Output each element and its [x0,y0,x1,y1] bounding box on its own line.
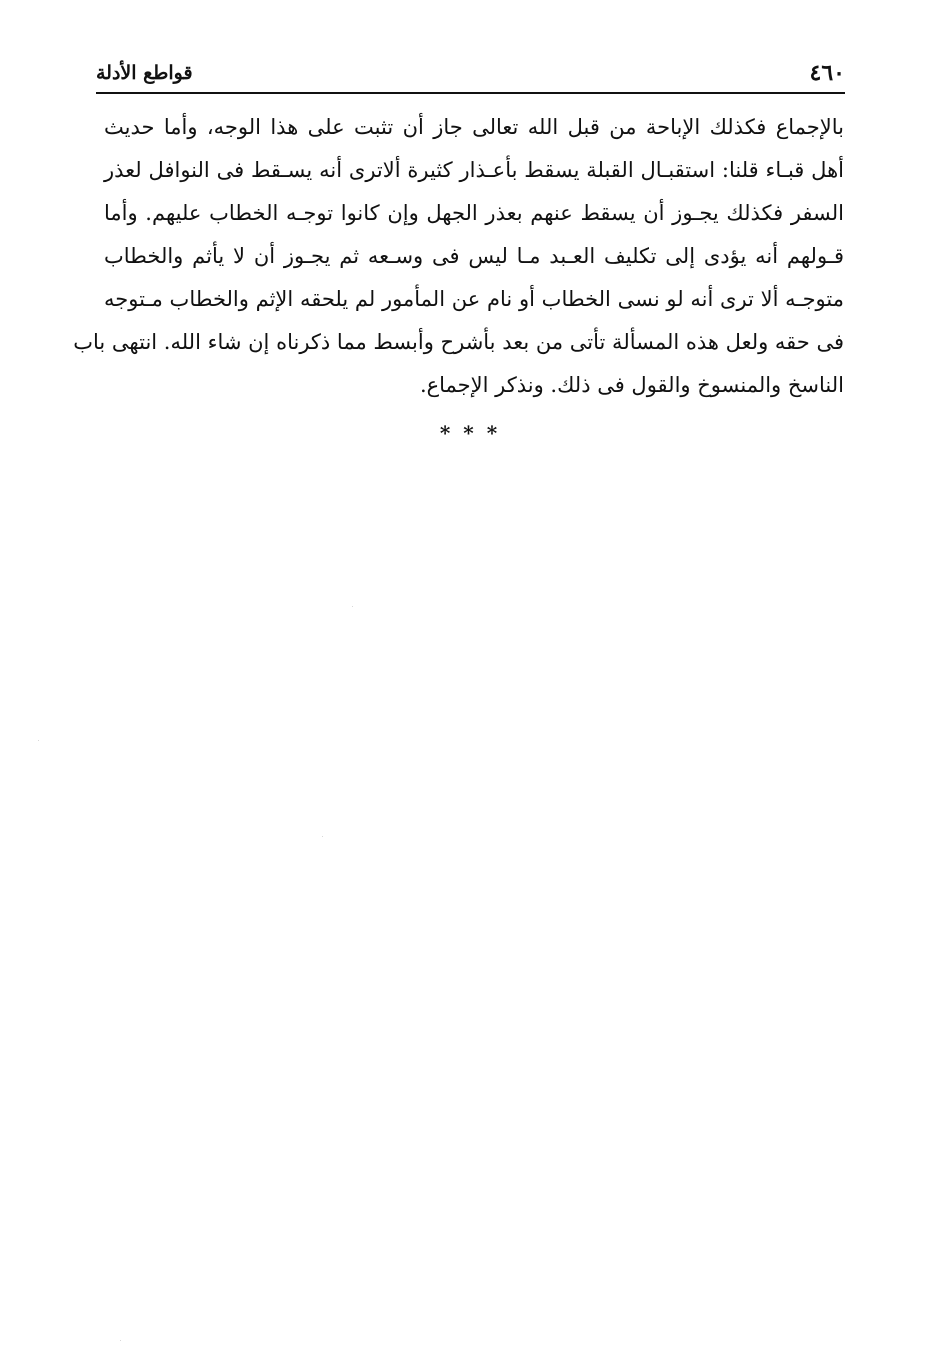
scan-speck [322,836,323,837]
text-line: الناسخ والمنسوخ والقول فى ذلك. ونذكر الإجماع. [419,373,844,397]
section-separator: * * * [439,421,501,445]
page-number: ٤٦٠ [809,60,845,86]
scan-speck [352,606,353,607]
book-title: قواطع الأدلة [96,62,193,84]
body-paragraph [73,106,844,407]
text-line: بالإجماع فكذلك الإباحة من قبل الله تعالى جاز أن تثبت على هذا الوجه، وأما حديث [104,115,844,139]
text-line: فى حقه ولعل هذه المسألة تأتى من بعد بأشرح وأبسط مما ذكرناه إن شاء الله. انتهى باب [73,330,844,354]
scan-speck [38,740,39,741]
text-line: قـولهم أنه يؤدى إلى تكليف العـبد مـا ليس فى وسـعه ثم يجـوز أن لا يأثم والخطاب [104,244,844,268]
text-line: السفر فكذلك يجـوز أن يسقط عنهم بعذر الجهل وإن كانوا توجـه الخطاب عليهم. وأما [104,201,844,225]
running-header [96,58,845,92]
header-rule [96,92,845,94]
text-line: أهل قبـاء قلنا: استقبـال القبلة يسقط بأعـذار كثيرة ألاترى أنه يسـقط فى النوافل لعذر [104,158,844,182]
scan-speck [120,1340,121,1341]
text-line: متوجـه ألا ترى أنه لو نسى الخطاب أو نام عن المأمور لم يلحقه الإثم والخطاب مـتوجه [104,287,844,311]
